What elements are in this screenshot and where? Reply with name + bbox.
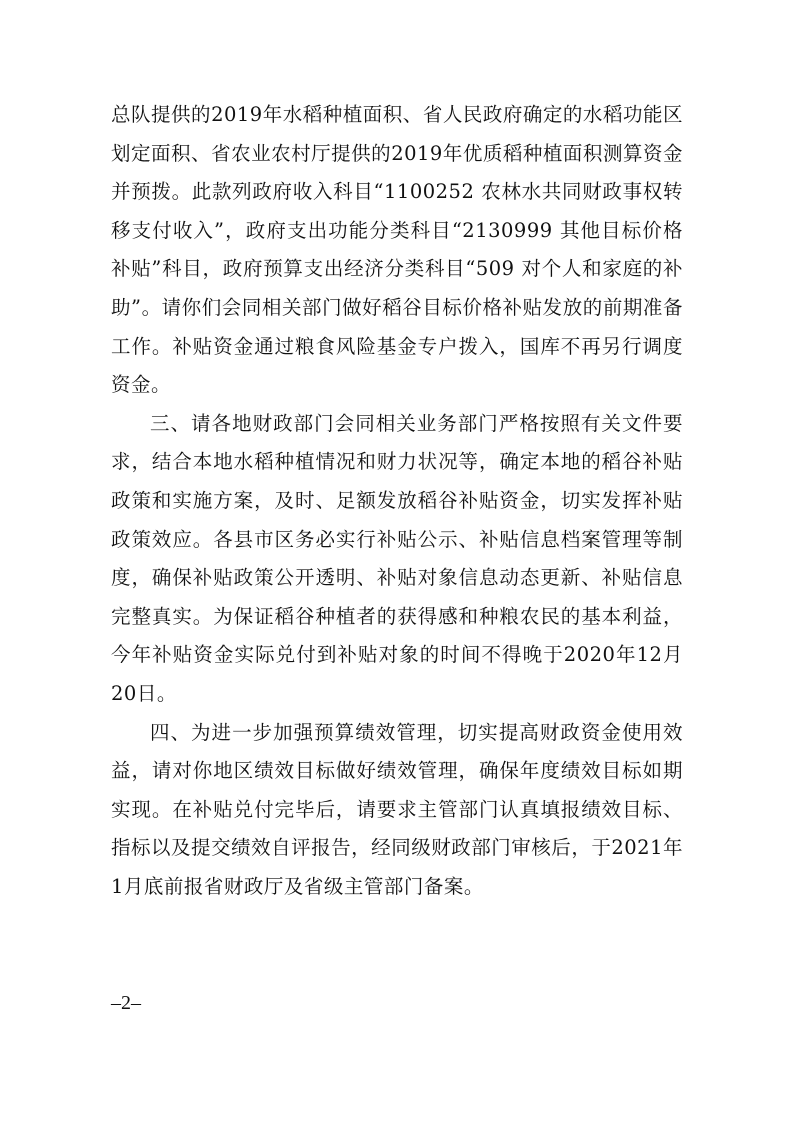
paragraph-continuation: 总队提供的2019年水稻种植面积、省人民政府确定的水稻功能区划定面积、省农业农村厅提供的2019年优质稻种植面积测算资金并预拨。此款列政府收入科目“1100252 农林水共同财政事权转移支付收入”，政府支出功能分类科目“2130999 其他目标价格补贴”科目，政府预算支出经济分类科目“509 对个人和家庭的补助”。请你们会同相关部门做好稻谷目标价格补贴发放的前期准备工作。补贴资金通过粮食风险基金专户拨入，国库不再另行调度资金。 — [111, 103, 683, 397]
document-body — [111, 96, 683, 906]
paragraph-section-three: 三、请各地财政部门会同相关业务部门严格按照有关文件要求，结合本地水稻种植情况和财力状况等，确定本地的稻谷补贴政策和实施方案，及时、足额发放稻谷补贴资金，切实发挥补贴政策效应。各县市区务必实行补贴公示、补贴信息档案管理等制度，确保补贴政策公开透明、补贴对象信息动态更新、补贴信息完整真实。为保证稻谷种植者的获得感和种粮农民的基本利益，今年补贴资金实际兑付到补贴对象的时间不得晚于2020年12月20日。 — [111, 411, 683, 705]
paragraph-section-four: 四、为进一步加强预算绩效管理，切实提高财政资金使用效益，请对你地区绩效目标做好绩效管理，确保年度绩效目标如期实现。在补贴兑付完毕后，请要求主管部门认真填报绩效目标、指标以及提交绩效自评报告，经同级财政部门审核后，于2021年1月底前报省财政厅及省级主管部门备案。 — [111, 720, 683, 898]
page-number: –2– — [111, 992, 141, 1014]
